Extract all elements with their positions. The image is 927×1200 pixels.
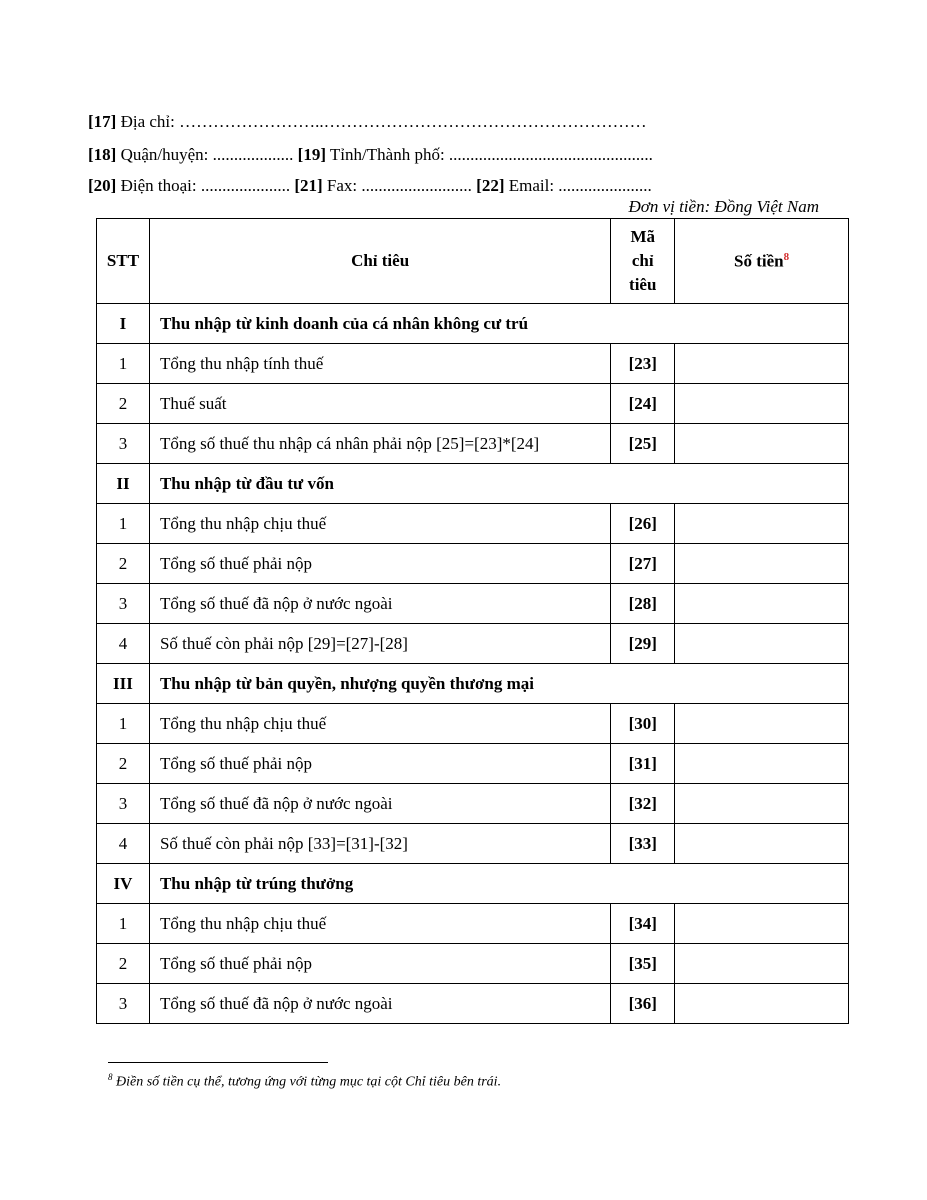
- province-field: Tỉnh/Thành phố: ................................................: [325, 145, 653, 164]
- amount-cell[interactable]: [675, 984, 849, 1024]
- row-code: [34]: [611, 904, 675, 944]
- table-header-row: [97, 219, 849, 304]
- table-row: [97, 784, 849, 824]
- column-header-stt: STT: [97, 219, 150, 304]
- amount-cell[interactable]: [675, 624, 849, 664]
- table-row: [97, 504, 849, 544]
- row-code: [30]: [611, 704, 675, 744]
- row-stt: II: [97, 464, 150, 504]
- row-code: [25]: [611, 424, 675, 464]
- section-row: [97, 664, 849, 704]
- amount-cell[interactable]: [675, 424, 849, 464]
- row-label: Tổng thu nhập chịu thuế: [149, 904, 610, 944]
- footnote-divider: [108, 1062, 328, 1063]
- field-code-18: [18]: [88, 145, 117, 164]
- amount-cell[interactable]: [675, 704, 849, 744]
- row-code: [28]: [611, 584, 675, 624]
- footnote-text: Điền số tiền cụ thể, tương ứng với từng mục tại cột Chỉ tiêu bên trái.: [112, 1074, 502, 1090]
- row-stt: 2: [97, 384, 150, 424]
- amount-cell[interactable]: [675, 824, 849, 864]
- field-code-17: [17]: [88, 112, 117, 131]
- amount-cell[interactable]: [675, 544, 849, 584]
- amount-cell[interactable]: [675, 904, 849, 944]
- row-code: [26]: [611, 504, 675, 544]
- address-line: [88, 112, 647, 132]
- table-row: [97, 944, 849, 984]
- column-header-so-tien: Số tiền$^8$: [675, 219, 849, 304]
- tax-table: [96, 218, 849, 1024]
- row-stt: 1: [97, 344, 150, 384]
- section-title: Thu nhập từ kinh doanh của cá nhân không cư trú: [149, 304, 848, 344]
- row-stt: 4: [97, 824, 150, 864]
- section-row: [97, 304, 849, 344]
- row-stt: 2: [97, 744, 150, 784]
- row-stt: 1: [97, 904, 150, 944]
- table-row: [97, 584, 849, 624]
- row-stt: 3: [97, 784, 150, 824]
- row-stt: 2: [97, 544, 150, 584]
- table-row: [97, 984, 849, 1024]
- row-stt: I: [97, 304, 150, 344]
- row-stt: III: [97, 664, 150, 704]
- table-row: [97, 824, 849, 864]
- contact-line: [88, 176, 652, 196]
- row-code: [35]: [611, 944, 675, 984]
- amount-cell[interactable]: [675, 784, 849, 824]
- address-field: Địa chỉ: ……………………..…………………………………………………: [116, 112, 647, 131]
- section-title: Thu nhập từ đầu tư vốn: [149, 464, 848, 504]
- row-stt: 3: [97, 584, 150, 624]
- field-code-21: [21]: [294, 176, 323, 195]
- row-label: Số thuế còn phải nộp [29]=[27]-[28]: [149, 624, 610, 664]
- row-label: Tổng số thuế đã nộp ở nước ngoài: [149, 784, 610, 824]
- district-field: Quận/huyện: ...................: [116, 145, 298, 164]
- amount-cell[interactable]: [675, 504, 849, 544]
- column-header-chi-tieu: Chỉ tiêu: [149, 219, 610, 304]
- row-label: Thuế suất: [149, 384, 610, 424]
- fax-field: Fax: ..........................: [322, 176, 477, 195]
- amount-cell[interactable]: [675, 944, 849, 984]
- section-title: Thu nhập từ bản quyền, nhượng quyền thương mại: [149, 664, 848, 704]
- row-stt: IV: [97, 864, 150, 904]
- section-row: [97, 464, 849, 504]
- column-header-ma-chi-tieu: Mã chỉ tiêu: [611, 219, 675, 304]
- row-label: Tổng thu nhập chịu thuế: [149, 504, 610, 544]
- table-row: [97, 704, 849, 744]
- table-row: [97, 904, 849, 944]
- row-code: [29]: [611, 624, 675, 664]
- row-code: [24]: [611, 384, 675, 424]
- row-stt: 3: [97, 424, 150, 464]
- field-code-22: [22]: [476, 176, 505, 195]
- section-title: Thu nhập từ trúng thưởng: [149, 864, 848, 904]
- footnote-ref: 8: [783, 250, 790, 263]
- email-field: Email: ......................: [504, 176, 652, 195]
- row-label: Tổng số thuế phải nộp: [149, 544, 610, 584]
- table-row: [97, 744, 849, 784]
- district-province-line: [88, 145, 653, 165]
- row-label: Tổng thu nhập chịu thuế: [149, 704, 610, 744]
- row-stt: 1: [97, 704, 150, 744]
- table-row: [97, 384, 849, 424]
- amount-cell[interactable]: [675, 744, 849, 784]
- row-stt: 4: [97, 624, 150, 664]
- row-label: Tổng số thuế phải nộp: [149, 744, 610, 784]
- row-label: Tổng thu nhập tính thuế: [149, 344, 610, 384]
- phone-field: Điện thoại: .....................: [116, 176, 295, 195]
- row-code: [33]: [611, 824, 675, 864]
- row-code: [31]: [611, 744, 675, 784]
- row-stt: 2: [97, 944, 150, 984]
- amount-cell[interactable]: [675, 344, 849, 384]
- amount-cell[interactable]: [675, 584, 849, 624]
- row-stt: 3: [97, 984, 150, 1024]
- row-label: Tổng số thuế đã nộp ở nước ngoài: [149, 584, 610, 624]
- table-row: [97, 544, 849, 584]
- footnote-mark: 8: [108, 1072, 113, 1082]
- row-code: [32]: [611, 784, 675, 824]
- table-row: [97, 624, 849, 664]
- footnote: [108, 1072, 501, 1091]
- row-stt: 1: [97, 504, 150, 544]
- row-code: [23]: [611, 344, 675, 384]
- row-label: Số thuế còn phải nộp [33]=[31]-[32]: [149, 824, 610, 864]
- field-code-20: [20]: [88, 176, 117, 195]
- row-code: [36]: [611, 984, 675, 1024]
- amount-cell[interactable]: [675, 384, 849, 424]
- row-label: Tổng số thuế thu nhập cá nhân phải nộp [25]=[23]*[24]: [149, 424, 610, 464]
- row-label: Tổng số thuế phải nộp: [149, 944, 610, 984]
- currency-unit: Đơn vị tiền: Đồng Việt Nam: [628, 197, 819, 216]
- table-row: [97, 424, 849, 464]
- row-code: [27]: [611, 544, 675, 584]
- field-code-19: [19]: [297, 145, 326, 164]
- row-label: Tổng số thuế đã nộp ở nước ngoài: [149, 984, 610, 1024]
- table-row: [97, 344, 849, 384]
- section-row: [97, 864, 849, 904]
